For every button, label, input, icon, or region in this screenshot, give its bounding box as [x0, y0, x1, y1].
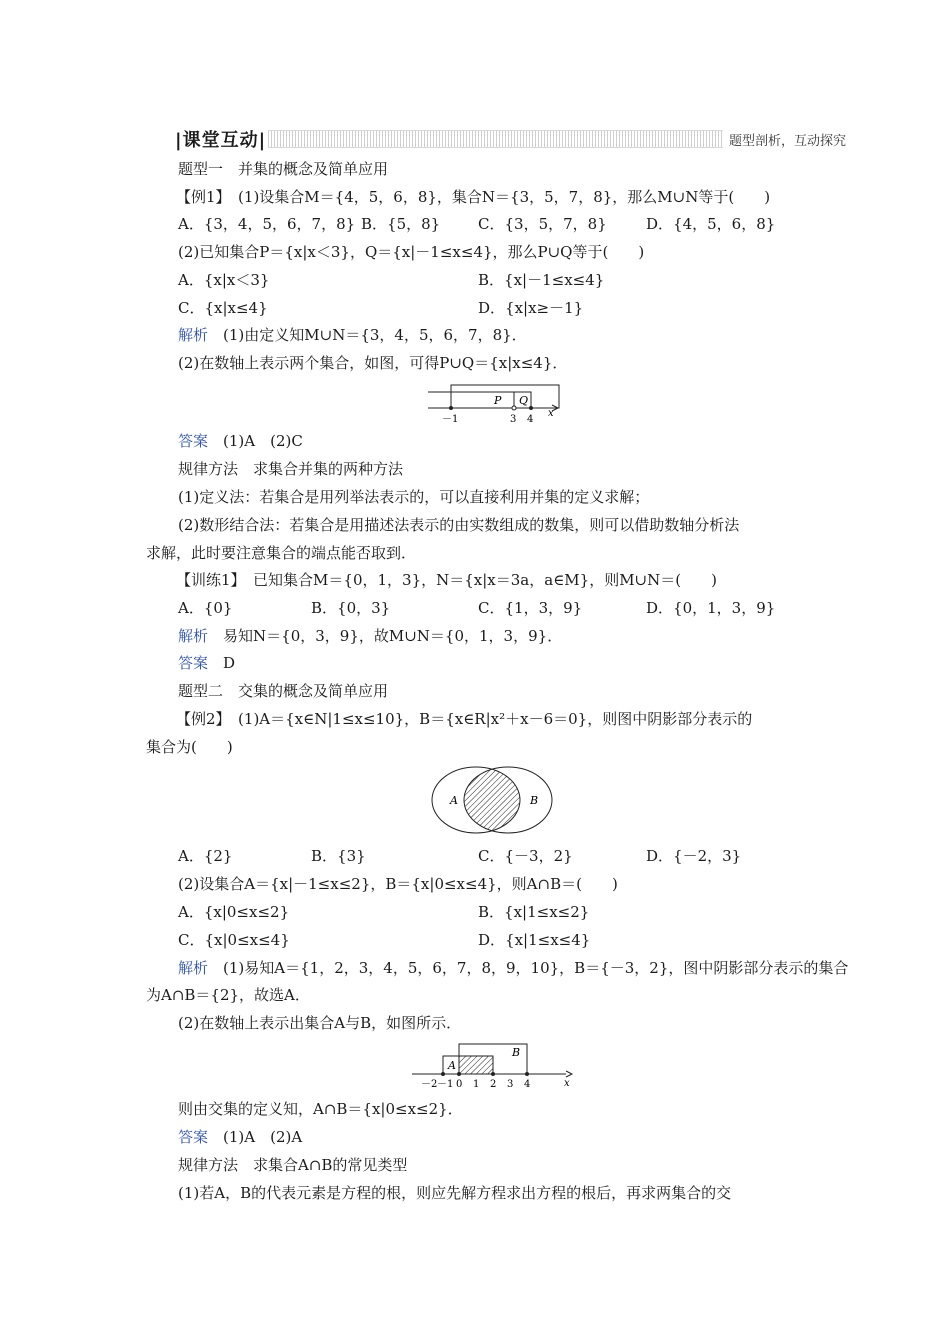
axis-label: x [548, 408, 554, 419]
option: C．{－3，2} [478, 847, 573, 865]
training-1: 【训练1】 已知集合M＝{0，1，3}，N＝{x|x＝3a，a∈M}，则M∪N＝( ) [176, 571, 717, 589]
answer-label: 答案 [178, 654, 209, 672]
answer-3: 答案 (1)A (2)A [178, 1128, 303, 1146]
example-1-q1: 【例1】 (1)设集合M＝{4，5，6，8}，集合N＝{3，5，7，8}，那么M∪N等于( ) [176, 188, 771, 206]
answer-label: 答案 [178, 1128, 209, 1146]
analysis-1: 解析 (1)由定义知M∪N＝{3，4，5，6，7，8}． [178, 326, 527, 344]
analysis-3-conclusion: 则由交集的定义知，A∩B＝{x|0≤x≤2}． [178, 1100, 463, 1118]
option: D．{4，5，6，8} [646, 215, 776, 233]
option: D．{x|1≤x≤4} [478, 931, 591, 949]
analysis-label: 解析 [178, 627, 209, 645]
option: A．{x|0≤x≤2} [178, 903, 290, 921]
analysis-3: 解析 (1)易知A＝{1，2，3，4，5，6，7，8，9，10}，B＝{－3，2}，图中阴影部分表示的集合 [178, 959, 849, 977]
tick-label: 3 [507, 1079, 514, 1090]
venn-label-a: A [450, 794, 458, 807]
axis-label: x [564, 1078, 570, 1089]
option: C．{1，3，9} [478, 599, 583, 617]
tick-label: 0 [456, 1079, 463, 1090]
tick-label: 2 [490, 1079, 497, 1090]
analysis-1-part2: (2)在数轴上表示两个集合，如图，可得P∪Q＝{x|x≤4}． [178, 354, 568, 372]
heading-type-2: 题型二 交集的概念及简单应用 [178, 682, 389, 700]
example-2-q1: 【例2】 (1)A＝{x∈N|1≤x≤10}，B＝{x∈R|x²＋x－6＝0}，则图中阴影部分表示的 [176, 710, 753, 728]
label-q: Q [519, 394, 529, 407]
tick-label: －1 [437, 1079, 454, 1090]
tick-label: 3 [510, 414, 517, 425]
option: B．{5，8} [361, 215, 441, 233]
example-1-q2: (2)已知集合P＝{x|x＜3}，Q＝{x|－1≤x≤4}，那么P∪Q等于( ) [178, 243, 645, 261]
option: B．{0，3} [311, 599, 391, 617]
answer-2: 答案 D [178, 654, 236, 672]
label-b: B [512, 1046, 521, 1059]
venn-diagram [428, 764, 556, 838]
venn-label-b: B [530, 794, 539, 807]
number-line-figure-2 [408, 1040, 574, 1090]
analysis-3-cont: 为A∩B＝{2}，故选A． [146, 986, 310, 1004]
option: B．{x|－1≤x≤4} [478, 271, 605, 289]
answer-label: 答案 [178, 432, 209, 450]
option: B．{3} [311, 847, 366, 865]
tick-label: 4 [527, 414, 534, 425]
label-a: A [448, 1059, 456, 1072]
example-2-q2: (2)设集合A＝{x|－1≤x≤2}，B＝{x|0≤x≤4}，则A∩B＝( ) [178, 875, 618, 893]
option: C．{3，5，7，8} [478, 215, 607, 233]
tick-label: －2 [421, 1079, 438, 1090]
example-2-q1-cont: 集合为( ) [146, 738, 233, 756]
method-2-item-1: (1)若A，B的代表元素是方程的根，则应先解方程求出方程的根后，再求两集合的交 [178, 1184, 732, 1202]
method-1-title: 规律方法 求集合并集的两种方法 [178, 460, 404, 478]
tick-label: 4 [524, 1079, 531, 1090]
analysis-label: 解析 [178, 959, 209, 977]
number-line-figure-1 [424, 378, 574, 426]
option: D．{0，1，3，9} [646, 599, 776, 617]
option: B．{x|1≤x≤2} [478, 903, 590, 921]
option: A．{3，4，5，6，7，8} [178, 215, 356, 233]
tick-label: 1 [473, 1079, 480, 1090]
analysis-3-part2: (2)在数轴上表示出集合A与B，如图所示． [178, 1014, 462, 1032]
answer-1: 答案 (1)A (2)C [178, 432, 303, 450]
option: C．{x|0≤x≤4} [178, 931, 290, 949]
option: A．{x|x＜3} [178, 271, 270, 289]
option: A．{0} [178, 599, 233, 617]
section-tag: 题型剖析，互动探究 [723, 130, 846, 149]
section-title: |课堂互动| [175, 130, 267, 151]
analysis-label: 解析 [178, 326, 209, 344]
label-p: P [494, 394, 502, 407]
tick-label: －1 [442, 414, 459, 425]
option: C．{x|x≤4} [178, 299, 268, 317]
method-2-title: 规律方法 求集合A∩B的常见类型 [178, 1156, 408, 1174]
option: D．{x|x≥－1} [478, 299, 584, 317]
heading-type-1: 题型一 并集的概念及简单应用 [178, 160, 389, 178]
option: D．{－2，3} [646, 847, 742, 865]
set-p-box [451, 385, 559, 408]
analysis-2: 解析 易知N＝{0，3，9}，故M∪N＝{0，1，3，9}． [178, 627, 563, 645]
method-1-item-2: (2)数形结合法：若集合是用描述法表示的由实数组成的数集，则可以借助数轴分析法 [178, 516, 740, 534]
method-1-item-1: (1)定义法：若集合是用列举法表示的，可以直接利用并集的定义求解； [178, 488, 650, 506]
option: A．{2} [178, 847, 233, 865]
method-1-item-2-cont: 求解，此时要注意集合的端点能否取到． [146, 544, 417, 562]
